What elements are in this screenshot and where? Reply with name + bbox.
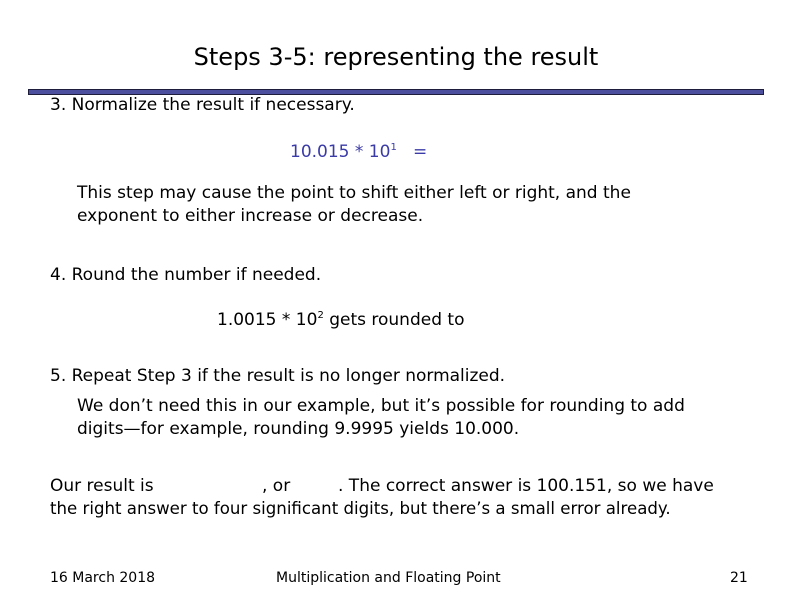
conclusion-part2: , or bbox=[262, 476, 291, 496]
footer-page-number: 21 bbox=[730, 570, 748, 586]
footer-topic: Multiplication and Floating Point bbox=[276, 570, 501, 586]
step4-expr-base: 1.0015 * 10 bbox=[217, 310, 318, 330]
footer-date: 16 March 2018 bbox=[50, 570, 156, 586]
step3-expr-exponent: 1 bbox=[390, 142, 397, 153]
conclusion-part3: . The correct answer is 100.151, so we have bbox=[338, 476, 714, 496]
step3-expr-base: 10.015 * 10 bbox=[290, 142, 391, 162]
step5-heading: 5. Repeat Step 3 if the result is no longer normalized. bbox=[50, 366, 506, 386]
conclusion-part1: Our result is bbox=[50, 476, 154, 496]
step4-heading: 4. Round the number if needed. bbox=[50, 265, 322, 285]
step4-expr-exponent: 2 bbox=[317, 310, 324, 321]
conclusion-line2: the right answer to four significant digits, but there’s a small error already. bbox=[50, 499, 671, 518]
step4-expression bbox=[217, 309, 464, 331]
step3-expr-suffix: = bbox=[413, 142, 428, 162]
step3-heading: 3. Normalize the result if necessary. bbox=[50, 95, 355, 115]
step3-line2: exponent to either increase or decrease. bbox=[77, 206, 424, 226]
slide-title: Steps 3-5: representing the result bbox=[193, 43, 599, 71]
step5-line2: digits—for example, rounding 9.9995 yields 10.000. bbox=[77, 419, 520, 439]
step4-expr-suffix: gets rounded to bbox=[329, 310, 465, 330]
step3-line1: This step may cause the point to shift either left or right, and the bbox=[77, 183, 631, 203]
step5-line1: We don’t need this in our example, but it’s possible for rounding to add bbox=[77, 396, 685, 416]
step3-expression bbox=[290, 141, 427, 163]
